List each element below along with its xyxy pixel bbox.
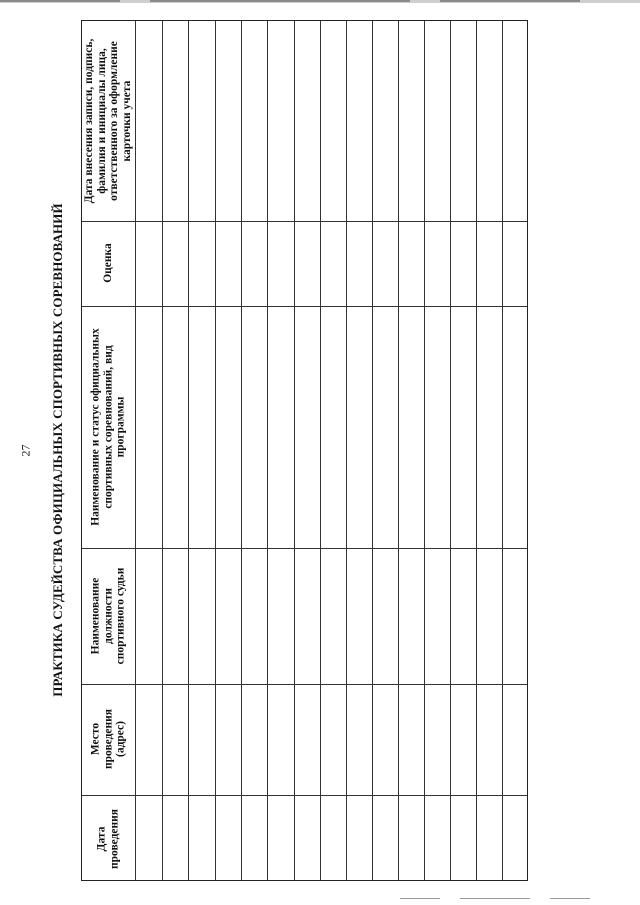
judging-practice-table: Дата проведения Место проведения (адрес) Наименование должности спортивного судьи Наименование и статус официальных спортивных соревнований, вид программы Оценка Дата внесения записи, подпись, фамилия и инициалы лица, ответственного за оформление карточки учета bbox=[81, 20, 528, 881]
row-separator bbox=[320, 21, 321, 880]
column-separator bbox=[82, 221, 527, 222]
row-separator bbox=[450, 21, 451, 880]
row-separator bbox=[346, 21, 347, 880]
row-separator bbox=[241, 21, 242, 880]
row-separator bbox=[162, 21, 163, 880]
row-separator bbox=[372, 21, 373, 880]
column-separator bbox=[82, 684, 527, 685]
row-separator bbox=[215, 21, 216, 880]
scan-edge-bottom bbox=[400, 898, 600, 900]
row-separator bbox=[476, 21, 477, 880]
row-separator bbox=[267, 21, 268, 880]
row-separator bbox=[398, 21, 399, 880]
page-title-text: ПРАКТИКА СУДЕЙСТВА ОФИЦИАЛЬНЫХ СПОРТИВНЫХ СОРЕВНОВАНИЙ bbox=[50, 203, 65, 697]
page-number: 27 bbox=[18, 444, 33, 457]
row-separator bbox=[294, 21, 295, 880]
scan-edge-top bbox=[0, 0, 640, 3]
row-separator bbox=[188, 21, 189, 880]
column-separator bbox=[82, 795, 527, 796]
row-separator bbox=[424, 21, 425, 880]
column-separator bbox=[82, 306, 527, 307]
column-separator bbox=[82, 548, 527, 549]
row-separator bbox=[502, 21, 503, 880]
header-separator bbox=[135, 21, 136, 880]
